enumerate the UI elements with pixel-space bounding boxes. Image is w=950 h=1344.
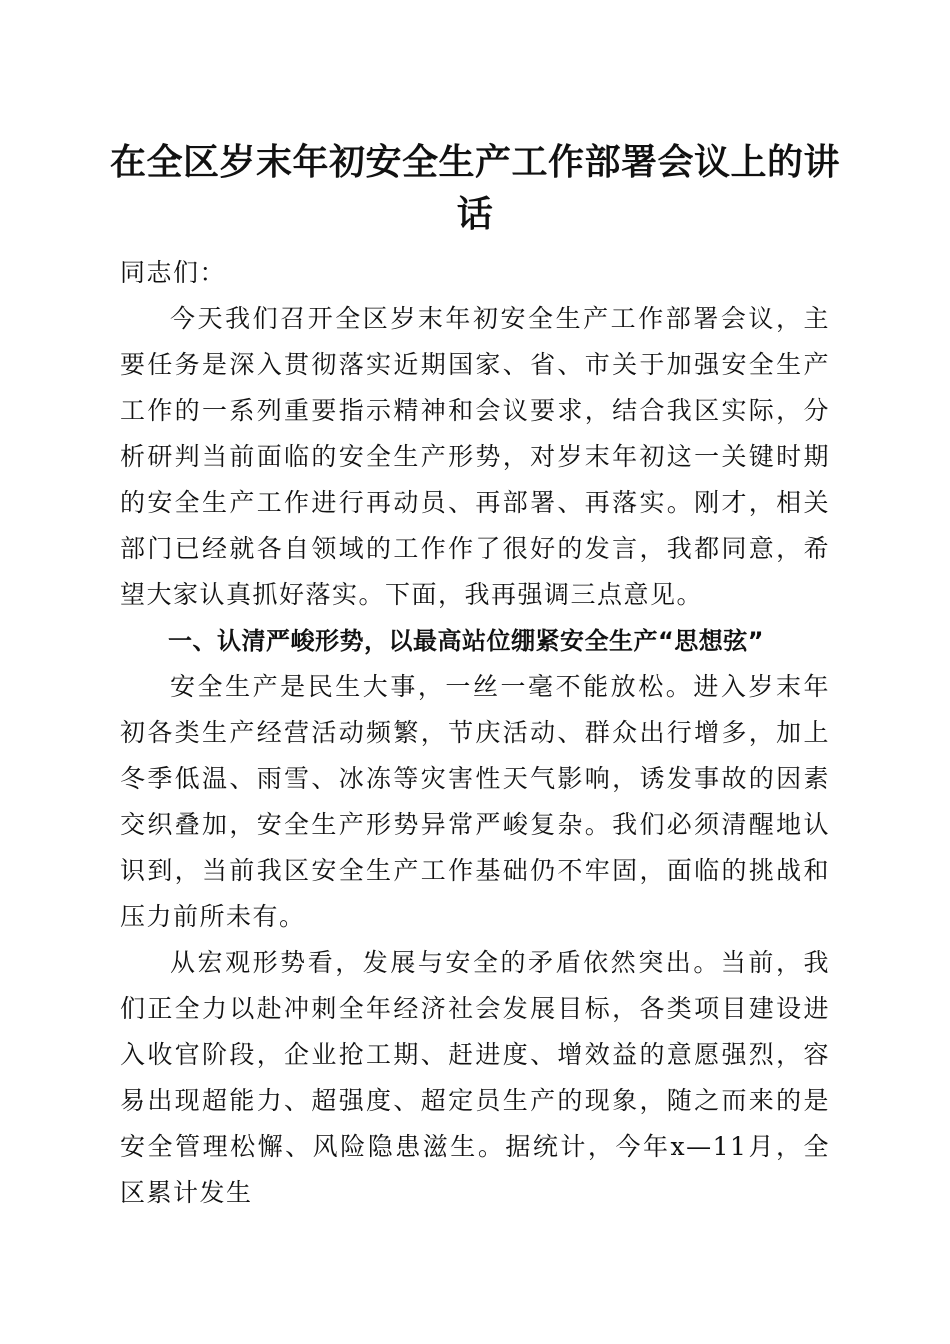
paragraph-situation: 安全生产是民生大事，一丝一毫不能放松。进入岁末年初各类生产经营活动频繁，节庆活动、群众出行增多，加上冬季低温、雨雪、冰冻等灾害性天气影响，诱发事故的因素交织叠加，安全生产形势异常严峻复杂。我们必须清醒地认识到，当前我区安全生产工作基础仍不牢固，面临的挑战和压力前所未有。 <box>120 672 830 931</box>
paragraph-macro-situation: 从宏观形势看，发展与安全的矛盾依然突出。当前，我们正全力以赴冲刺全年经济社会发展目标，各类项目建设进入收官阶段，企业抢工期、赶进度、增效益的意愿强烈，容易出现超能力、超强度、超定员生产的现象，随之而来的是安全管理松懈、风险隐患滋生。据统计，今年x—11月，全区累计发生 <box>120 948 830 1207</box>
section-heading-1: 一、认清严峻形势，以最高站位绷紧安全生产“思想弦” <box>168 627 765 655</box>
document-body <box>120 250 830 1216</box>
document-title: 在全区岁末年初安全生产工作部署会议上的讲话 <box>109 141 840 235</box>
salutation: 同志们： <box>120 258 227 287</box>
paragraph-intro: 今天我们召开全区岁末年初安全生产工作部署会议，主要任务是深入贯彻落实近期国家、省、市关于加强安全生产工作的一系列重要指示精神和会议要求，结合我区实际，分析研判当前面临的安全生产形势，对岁末年初这一关键时期的安全生产工作进行再动员、再部署、再落实。刚才，相关部门已经就各自领域的工作作了很好的发言，我都同意，希望大家认真抓好落实。下面，我再强调三点意见。 <box>120 304 830 609</box>
